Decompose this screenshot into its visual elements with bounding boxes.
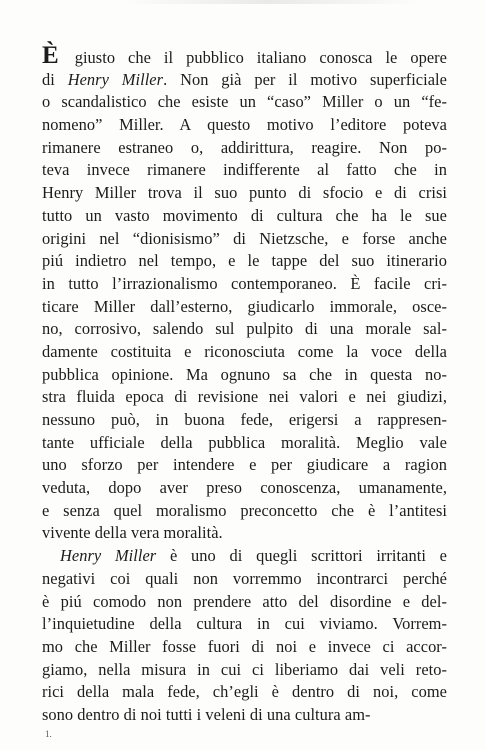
text-line (42, 613, 447, 636)
text-run: piú indietro nel tempo, e le tappe del suo itinerario (42, 251, 447, 271)
text-run: nomeno” Miller. A questo motivo l’editore poteva (42, 115, 447, 135)
text-run: in tutto l’irrazionalismo contemporaneo. È facile cri- (42, 273, 447, 293)
initial-letter: È (42, 42, 59, 69)
text-line (42, 250, 447, 273)
text-run: o scandalistico che esiste un “caso” Miller o un “fe- (42, 92, 447, 112)
text-run: rimanere estraneo o, addirittura, reagire. Non po- (42, 137, 447, 157)
text-line (42, 296, 447, 319)
text-line (42, 386, 447, 409)
text-line (42, 545, 447, 568)
text-run: giusto che il pubblico italiano conosca le opere (61, 48, 447, 67)
text-line (42, 182, 447, 205)
text-run: ticare Miller dall’esterno, giudicarlo immorale, osce- (42, 296, 447, 316)
page-top-shadow (120, 0, 420, 4)
text-line (42, 341, 447, 364)
text-line (42, 91, 447, 114)
italic-text-run: Henry Miller (67, 69, 164, 89)
text-line (42, 159, 447, 182)
text-run: rici della mala fede, ch’egli è dentro di noi, come (42, 682, 447, 702)
text-line (42, 522, 447, 545)
text-run: uno sforzo per intendere e per giudicare a ragion (42, 455, 447, 475)
body-text (42, 42, 447, 727)
page-number: 1. (45, 729, 52, 739)
text-line (42, 318, 447, 341)
text-run: veduta, dopo aver preso conoscenza, umanamente, (42, 478, 447, 498)
text-line (42, 205, 447, 228)
text-run: vivente della vera moralità. (42, 523, 223, 543)
text-run: pubblica opinione. Ma ognuno sa che in questa no- (42, 364, 447, 384)
text-line (42, 228, 447, 251)
text-run: stra fluida epoca di revisione nei valori e nei giudizi, (42, 387, 447, 407)
text-run: damente costituita e riconosciuta come la voce della (42, 341, 447, 361)
text-line (42, 364, 447, 387)
text-line (42, 568, 447, 591)
text-run: è piú comodo non prendere atto del disordine e del- (42, 591, 447, 611)
text-run: origini nel “dionisismo” di Nietzsche, e forse anche (42, 228, 447, 248)
text-run: è uno di quegli scrittori irritanti e (156, 546, 447, 566)
text-line (42, 69, 447, 92)
text-run: nessuno può, in buona fede, erigersi a rappresen- (42, 410, 447, 429)
text-line (42, 454, 447, 477)
text-line (42, 273, 447, 296)
text-run: mo che Miller fosse fuori di noi e invece ci accor- (42, 636, 447, 656)
text-line (42, 432, 447, 455)
text-run: teva invece rimanere indifferente al fatto che in (42, 160, 447, 180)
text-run: tutto un vasto movimento di cultura che ha le sue (42, 205, 447, 225)
text-line (42, 636, 447, 659)
text-run: Henry Miller trova il suo punto di sfocio e di crisi (42, 183, 447, 203)
text-line (42, 409, 447, 432)
text-line (42, 477, 447, 500)
text-run: tante ufficiale della pubblica moralità. Meglio vale (42, 432, 447, 452)
text-run: sono dentro di noi tutti i veleni di una cultura am- (42, 704, 371, 724)
text-run: . Non già per il motivo superficiale (163, 69, 447, 89)
text-line (42, 591, 447, 614)
italic-text-run: Henry Miller (60, 546, 157, 566)
paragraph-1 (42, 42, 447, 545)
text-run: negativi coi quali non vorremmo incontrarci perché (42, 568, 447, 588)
text-run: l’inquietudine della cultura in cui viviamo. Vorrem- (42, 614, 447, 634)
text-line (42, 659, 447, 682)
text-run: di (42, 69, 68, 89)
text-line (42, 704, 447, 727)
text-run: giamo, nella misura in cui ci liberiamo dai veli reto- (42, 659, 447, 679)
text-line (42, 137, 447, 160)
text-line (42, 681, 447, 704)
text-line (42, 114, 447, 137)
text-run: e senza quel moralismo preconcetto che è l’antitesi (42, 500, 447, 520)
text-line (42, 42, 447, 69)
text-run: no, corrosivo, salendo sul pulpito di una morale sal- (42, 319, 447, 339)
text-line (42, 500, 447, 523)
paragraph-2 (42, 545, 447, 727)
